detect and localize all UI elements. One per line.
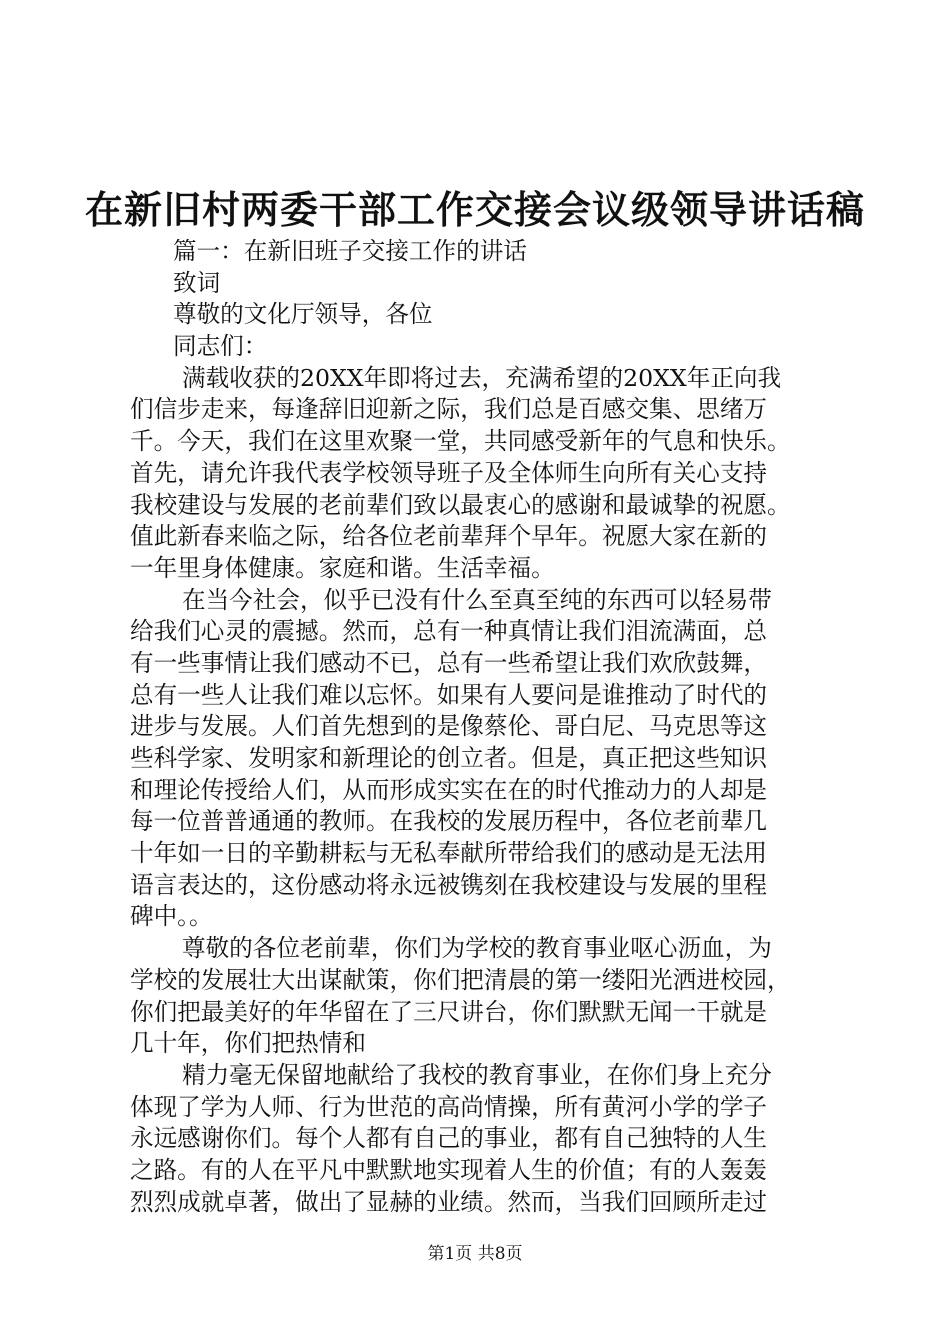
text-line: 总有一些人让我们难以忘怀。如果有人要问是谁推动了时代的 bbox=[130, 680, 768, 709]
text-line: 和理论传授给人们，从而形成实实在在的时代推动力的人却是 bbox=[130, 775, 768, 804]
text-line: 尊敬的文化厅领导，各位 bbox=[173, 300, 433, 329]
text-line: 永远感谢你们。每个人都有自己的事业，都有自己独特的人生 bbox=[130, 1124, 768, 1153]
page-indicator: 第1页 共8页 bbox=[427, 1244, 523, 1264]
text-line: 碑中。。 bbox=[130, 902, 213, 931]
document-body bbox=[130, 236, 835, 1218]
text-line: 同志们： bbox=[173, 332, 268, 361]
text-line: 体现了学为人师、行为世范的高尚情操，所有黄河小学的学子 bbox=[130, 1092, 768, 1121]
text-line: 几十年，你们把热情和 bbox=[130, 1029, 366, 1058]
text-line: 一年里身体健康。家庭和谐。生活幸福。 bbox=[130, 553, 555, 582]
document-title: 在新旧村两委干部工作交接会议级领导讲话稿 bbox=[84, 187, 865, 232]
text-line: 们信步走来，每逢辞旧迎新之际，我们总是百感交集、思绪万 bbox=[130, 395, 768, 424]
text-line: 给我们心灵的震撼。然而，总有一种真情让我们泪流满面，总 bbox=[130, 617, 768, 646]
text-line: 精力毫无保留地献给了我校的教育事业，在你们身上充分 bbox=[182, 1060, 772, 1089]
text-line: 尊敬的各位老前辈，你们为学校的教育事业呕心沥血，为 bbox=[182, 934, 772, 963]
text-line: 烈烈成就卓著，做出了显赫的业绩。然而，当我们回顾所走过 bbox=[130, 1187, 768, 1216]
text-line: 首先，请允许我代表学校领导班子及全体师生向所有关心支持 bbox=[130, 458, 768, 487]
text-line: 每一位普普通通的教师。在我校的发展历程中，各位老前辈几 bbox=[130, 807, 768, 836]
text-line: 致词 bbox=[173, 268, 221, 297]
text-line: 学校的发展壮大出谋献策，你们把清晨的第一缕阳光洒进校园， bbox=[130, 965, 791, 994]
text-line: 进步与发展。人们首先想到的是像蔡伦、哥白尼、马克思等这 bbox=[130, 712, 768, 741]
text-line: 满载收获的20XX年即将过去，充满希望的20XX年正向我 bbox=[182, 363, 782, 392]
text-line: 十年如一日的辛勤耕耘与无私奉献所带给我们的感动是无法用 bbox=[130, 839, 768, 868]
text-line: 些科学家、发明家和新理论的创立者。但是，真正把这些知识 bbox=[130, 744, 768, 772]
text-line: 语言表达的，这份感动将永远被镌刻在我校建设与发展的里程 bbox=[130, 870, 768, 899]
text-line: 在当今社会，似乎已没有什么至真至纯的东西可以轻易带 bbox=[182, 585, 772, 614]
text-line: 我校建设与发展的老前辈们致以最衷心的感谢和最诚挚的祝愿。 bbox=[130, 490, 791, 519]
text-line: 之路。有的人在平凡中默默地实现着人生的价值；有的人轰轰 bbox=[130, 1155, 768, 1184]
text-line: 千。今天，我们在这里欢聚一堂，共同感受新年的气息和快乐。 bbox=[130, 427, 791, 456]
text-line: 你们把最美好的年华留在了三尺讲台，你们默默无闻一干就是 bbox=[130, 997, 768, 1026]
text-line: 有一些事情让我们感动不已，总有一些希望让我们欢欣鼓舞， bbox=[130, 648, 768, 677]
text-line: 篇一：在新旧班子交接工作的讲话 bbox=[173, 237, 527, 265]
text-line: 值此新春来临之际，给各位老前辈拜个早年。祝愿大家在新的 bbox=[130, 522, 768, 551]
